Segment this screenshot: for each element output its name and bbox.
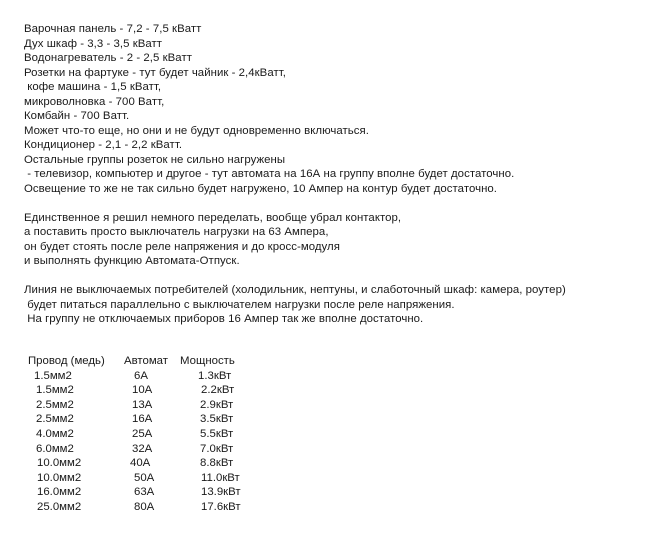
cell-breaker: 40А — [130, 457, 151, 470]
text-line: Может что-то еще, но они и не будут одновременно включаться. — [24, 124, 369, 137]
cell-power: 5.5кВт — [200, 427, 234, 440]
text-line: Освещение то же не так сильно будет нагружено, 10 Ампер на контур будет достаточно. — [24, 182, 498, 195]
text-line: Розетки на фартуке - тут будет чайник - 2,4кВатт, — [24, 66, 286, 79]
cell-breaker: 80А — [134, 500, 155, 513]
cell-wire: 6.0мм2 — [36, 442, 74, 455]
text-line: Линия не выключаемых потребителей (холодильник, нептуны, и слаботочный шкаф: камера, роутер) — [24, 284, 566, 296]
cell-breaker: 6А — [134, 369, 148, 382]
cell-breaker: 25А — [132, 427, 153, 440]
cell-wire: 2.5мм2 — [36, 413, 74, 426]
cell-power: 8.8кВт — [200, 457, 234, 470]
header-breaker: Автомат — [124, 355, 168, 367]
cell-power: 2.9кВт — [200, 398, 234, 411]
text-line: Варочная панель - 7,2 - 7,5 кВатт — [24, 23, 202, 35]
paragraph-load-switch — [24, 211, 660, 269]
cell-breaker: 16А — [132, 413, 153, 426]
paragraph-power-loads — [24, 22, 660, 196]
text-line: Комбайн - 700 Ватт. — [24, 110, 130, 122]
cell-power: 7.0кВт — [200, 442, 234, 455]
text-line: будет питаться параллельно с выключателем нагрузки после реле напряжения. — [24, 298, 455, 311]
header-wire: Провод (медь) — [28, 355, 105, 367]
paragraph-gap — [24, 269, 660, 284]
cell-breaker: 13А — [132, 398, 153, 411]
paragraph-gap — [24, 196, 660, 211]
cell-wire: 2.5мм2 — [36, 398, 74, 411]
cell-breaker: 32А — [132, 442, 153, 455]
cell-wire: 4.0мм2 — [36, 427, 74, 440]
text-line: Дух шкаф - 3,3 - 3,5 кВатт — [24, 37, 163, 50]
cell-power: 2.2кВт — [201, 384, 235, 397]
text-line: и выполнять функцию Автомата-Отпуск. — [24, 255, 240, 267]
cell-power: 11.0кВт — [201, 471, 240, 484]
cell-wire: 1.5мм2 — [36, 384, 74, 397]
cell-power: 17.6кВт — [201, 500, 241, 513]
text-line: кофе машина - 1,5 кВатт, — [24, 81, 162, 93]
cell-breaker: 50А — [134, 471, 155, 484]
cell-wire: 1.5мм2 — [34, 369, 72, 382]
cell-wire: 16.0мм2 — [37, 486, 82, 499]
text-line: Водонагреватель - 2 - 2,5 кВатт — [24, 52, 192, 64]
cell-wire: 10.0мм2 — [37, 471, 82, 484]
cell-wire: 10.0мм2 — [37, 457, 82, 470]
paragraph-always-on-line — [24, 283, 660, 327]
cell-power: 1.3кВт — [198, 369, 232, 382]
cell-breaker: 63А — [134, 486, 155, 499]
cell-wire: 25.0мм2 — [37, 500, 82, 513]
document-body — [24, 22, 660, 327]
cell-breaker: 10А — [132, 384, 153, 397]
text-line: Единственное я решил немного переделать, вообще убрал контактор, — [24, 211, 402, 224]
text-line: он будет стоять после реле напряжения и до кросс-модуля — [24, 240, 340, 253]
header-power: Мощность — [180, 355, 235, 367]
text-line: микроволновка - 700 Ватт, — [24, 95, 165, 108]
text-line: На группу не отключаемых приборов 16 Ампер так же вполне достаточно. — [24, 313, 424, 325]
text-line: - телевизор, компьютер и другое - тут автомата на 16А на группу вполне будет достаточно. — [24, 168, 515, 180]
text-line: а поставить просто выключатель нагрузки на 63 Ампера, — [24, 226, 329, 238]
cell-power: 3.5кВт — [200, 413, 234, 426]
cell-power: 13.9кВт — [201, 486, 241, 499]
text-line: Кондиционер - 2,1 - 2,2 кВатт. — [24, 139, 183, 151]
text-line: Остальные группы розеток не сильно нагружены — [24, 153, 286, 166]
